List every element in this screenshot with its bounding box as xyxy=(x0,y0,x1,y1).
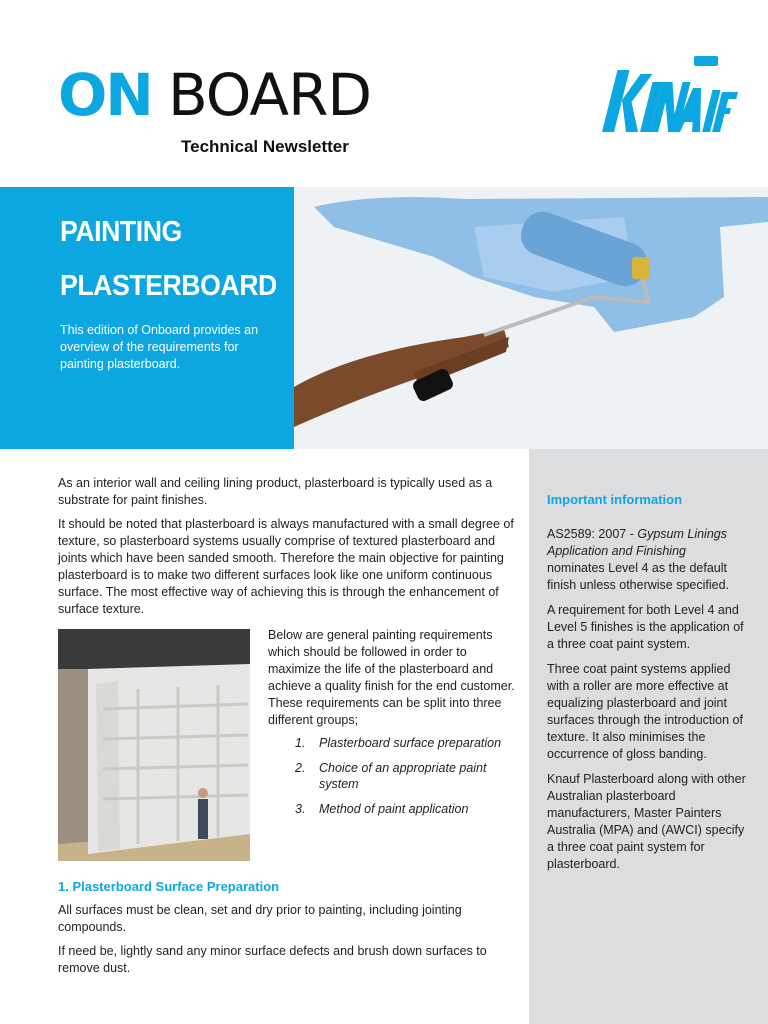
title-line-2: PLASTERBOARD xyxy=(60,270,277,302)
requirements-list xyxy=(295,735,520,826)
plasterboard-wall-photo xyxy=(58,629,250,861)
logo-board: BOARD xyxy=(168,61,372,129)
side-paragraph-4: Knauf Plasterboard along with other Australian plasterboard manufacturers, Master Painters Australia (MPA) and (AWCI) specify a three coat paint system for plasterboard. xyxy=(547,772,746,871)
list-item: 1. Plasterboard surface preparation xyxy=(295,736,502,750)
section-heading: 1. Plasterboard Surface Preparation xyxy=(58,879,280,894)
logo-on: ON xyxy=(58,61,152,129)
paragraph-5: If need be, lightly sand any minor surface defects and brush down surfaces to remove dust. xyxy=(58,944,487,975)
side-heading: Important information xyxy=(547,492,683,507)
side-paragraph-2: A requirement for both Level 4 and Level 5 finishes is the application of a three coat paint system. xyxy=(547,603,744,651)
page-title xyxy=(60,205,277,313)
paragraph-1: As an interior wall and ceiling lining product, plasterboard is typically used as a substrate for paint finishes. xyxy=(58,476,493,507)
list-item: 3. Method of paint application xyxy=(295,802,469,816)
title-line-1: PAINTING xyxy=(60,216,182,248)
paragraph-4: All surfaces must be clean, set and dry prior to painting, including jointing compounds. xyxy=(58,903,462,934)
list-item: 2. Choice of an appropriate paint system xyxy=(295,761,487,791)
knauf-logo xyxy=(590,52,740,152)
intro-text: This edition of Onboard provides an overview of the requirements for painting plasterboard. xyxy=(60,323,259,371)
side-paragraph-3: Three coat paint systems applied with a roller are more effective at equalizing plasterboard and joint surfaces through the introduction of texture. It also minimises the occurrence of gloss banding. xyxy=(547,662,743,761)
newsletter-subtitle: Technical Newsletter xyxy=(181,137,349,156)
paragraph-3: Below are general painting requirements which should be followed in order to maximize the life of the plasterboard and achieve a quality finish for the end customer. These requirements can be split into three different groups; xyxy=(268,628,515,727)
side-panel-text xyxy=(547,526,747,881)
side-paragraph-1: AS2589: 2007 - Gypsum Linings Application and Finishing nominates Level 4 as the default finish unless otherwise specified. xyxy=(547,527,730,592)
paragraph-2: It should be noted that plasterboard is always manufactured with a small degree of texture, so plasterboard systems usually comprise of textured plasterboard and joints which have been sanded smooth. Therefore the main objective for painting plasterboard is to make two different surfaces look like one uniform continuous surface. The most effective way of achieving this is through the enhancement of surface texture. xyxy=(58,517,514,616)
paint-roller-photo xyxy=(294,187,768,449)
